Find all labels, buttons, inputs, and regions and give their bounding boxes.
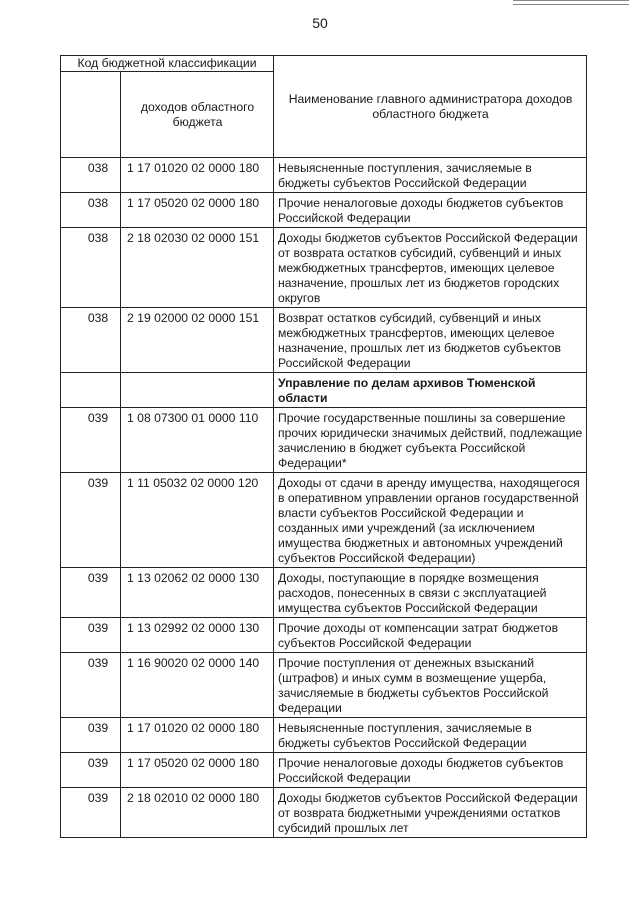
table-row <box>61 718 587 753</box>
name-cell: Прочие государственные пошлины за совершение прочих юридически значимых действий, подлежащие зачислению в бюджет субъекта Российской Федерации* <box>274 408 587 473</box>
admin-code-cell: 039 <box>61 618 121 653</box>
top-rule <box>513 0 629 5</box>
kbk-code-cell: 1 16 90020 02 0000 140 <box>121 653 274 718</box>
name-cell: Доходы бюджетов субъектов Российской Федерации от возврата бюджетными учреждениями остатков субсидий прошлых лет <box>274 788 587 838</box>
name-cell: Управление по делам архивов Тюменской области <box>274 373 587 408</box>
revenue-table <box>60 55 587 838</box>
admin-code-cell: 039 <box>61 473 121 568</box>
admin-code-cell: 039 <box>61 568 121 618</box>
name-cell: Прочие поступления от денежных взысканий (штрафов) и иных сумм в возмещение ущерба, зачисляемые в бюджеты субъектов Российской Федерации <box>274 653 587 718</box>
header-admin-name: Наименование главного администратора доходов областного бюджета <box>274 56 587 158</box>
admin-code-cell: 038 <box>61 228 121 308</box>
name-cell: Доходы от сдачи в аренду имущества, находящегося в оперативном управлении органов государственной власти субъектов Российской Федерации и созданных ими учреждений (за исключением имущества бюджетных и автономных учреждений субъектов Российской Федерации) <box>274 473 587 568</box>
table-row <box>61 473 587 568</box>
kbk-code-cell: 1 17 01020 02 0000 180 <box>121 718 274 753</box>
table-row <box>61 308 587 373</box>
table-row <box>61 193 587 228</box>
admin-code-cell: 039 <box>61 788 121 838</box>
table-row <box>61 408 587 473</box>
admin-code-cell: 038 <box>61 193 121 228</box>
admin-code-cell: 039 <box>61 753 121 788</box>
header-admin-code <box>61 72 121 158</box>
admin-code-cell: 038 <box>61 308 121 373</box>
table-row <box>61 158 587 193</box>
kbk-code-cell: 1 17 05020 02 0000 180 <box>121 193 274 228</box>
name-cell: Прочие неналоговые доходы бюджетов субъектов Российской Федерации <box>274 753 587 788</box>
admin-code-cell: 039 <box>61 718 121 753</box>
table-row <box>61 568 587 618</box>
name-cell: Прочие доходы от компенсации затрат бюджетов субъектов Российской Федерации <box>274 618 587 653</box>
admin-code-cell: 039 <box>61 408 121 473</box>
header-revenue-code: доходов областного бюджета <box>121 72 274 158</box>
table-row <box>61 618 587 653</box>
kbk-code-cell: 1 08 07300 01 0000 110 <box>121 408 274 473</box>
table-row <box>61 653 587 718</box>
table-row <box>61 228 587 308</box>
name-cell: Доходы бюджетов субъектов Российской Федерации от возврата остатков субсидий, субвенций и иных межбюджетных трансфертов, имеющих целевое назначение, прошлых лет из бюджетов городских округов <box>274 228 587 308</box>
kbk-code-cell: 1 13 02992 02 0000 130 <box>121 618 274 653</box>
kbk-code-cell: 1 17 05020 02 0000 180 <box>121 753 274 788</box>
name-cell: Прочие неналоговые доходы бюджетов субъектов Российской Федерации <box>274 193 587 228</box>
name-cell: Невыясненные поступления, зачисляемые в бюджеты субъектов Российской Федерации <box>274 718 587 753</box>
kbk-code-cell: 2 18 02030 02 0000 151 <box>121 228 274 308</box>
kbk-code-cell <box>121 373 274 408</box>
name-cell: Возврат остатков субсидий, субвенций и иных межбюджетных трансфертов, имеющих целевое назначение, прошлых лет из бюджетов субъектов Российской Федерации <box>274 308 587 373</box>
admin-code-cell <box>61 373 121 408</box>
kbk-code-cell: 1 17 01020 02 0000 180 <box>121 158 274 193</box>
kbk-code-cell: 2 19 02000 02 0000 151 <box>121 308 274 373</box>
table-row <box>61 788 587 838</box>
name-cell: Доходы, поступающие в порядке возмещения расходов, понесенных в связи с эксплуатацией имущества субъектов Российской Федерации <box>274 568 587 618</box>
name-cell: Невыясненные поступления, зачисляемые в бюджеты субъектов Российской Федерации <box>274 158 587 193</box>
table-row <box>61 373 587 408</box>
table-row <box>61 753 587 788</box>
admin-code-cell: 038 <box>61 158 121 193</box>
kbk-code-cell: 2 18 02010 02 0000 180 <box>121 788 274 838</box>
kbk-code-cell: 1 13 02062 02 0000 130 <box>121 568 274 618</box>
header-budget-classification: Код бюджетной классификации <box>61 56 274 72</box>
page-number: 50 <box>312 15 328 31</box>
admin-code-cell: 039 <box>61 653 121 718</box>
kbk-code-cell: 1 11 05032 02 0000 120 <box>121 473 274 568</box>
